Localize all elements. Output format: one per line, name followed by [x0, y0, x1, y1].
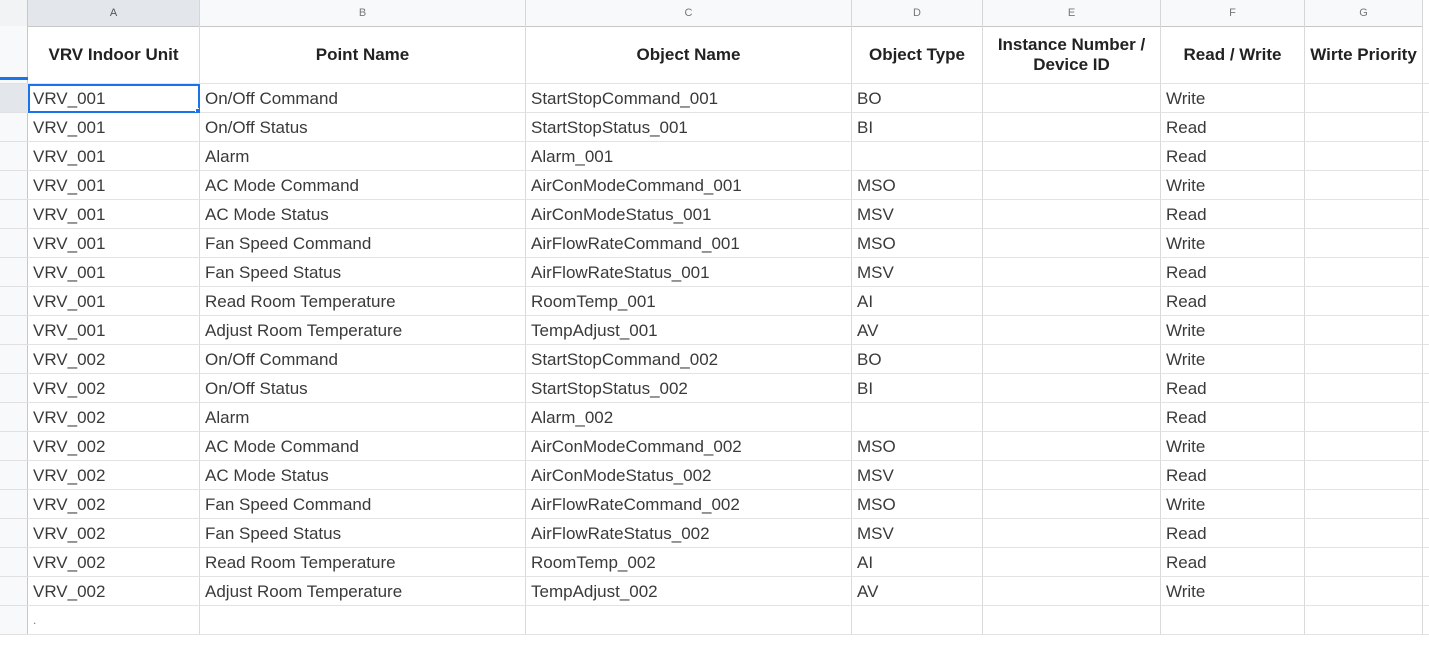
cell-vrv-indoor-unit[interactable]: VRV_001	[28, 316, 200, 345]
cell-write-priority[interactable]	[1305, 229, 1423, 258]
cell-point-name[interactable]: Fan Speed Command	[200, 229, 526, 258]
header-cell-object-name[interactable]	[526, 26, 852, 84]
cell-instance-number[interactable]	[983, 345, 1161, 374]
cell-instance-number[interactable]	[983, 171, 1161, 200]
cell-instance-number[interactable]	[983, 490, 1161, 519]
cell[interactable]	[1423, 258, 1429, 287]
cell-object-name[interactable]: Alarm_002	[526, 403, 852, 432]
cell-point-name[interactable]: Alarm	[200, 403, 526, 432]
cell-instance-number[interactable]	[983, 287, 1161, 316]
cell-point-name[interactable]: Alarm	[200, 142, 526, 171]
cell-point-name[interactable]: AC Mode Command	[200, 432, 526, 461]
cell[interactable]	[1423, 577, 1429, 606]
cell-write-priority[interactable]	[1305, 490, 1423, 519]
cell[interactable]	[1423, 287, 1429, 316]
cell-object-type[interactable]: MSV	[852, 519, 983, 548]
cell-object-name[interactable]: RoomTemp_002	[526, 548, 852, 577]
column-header-b[interactable]: B	[200, 0, 526, 26]
cell-object-type[interactable]: BO	[852, 84, 983, 113]
cell-vrv-indoor-unit[interactable]: VRV_001	[28, 171, 200, 200]
cell-read-write[interactable]: Write	[1161, 229, 1305, 258]
table-row	[28, 519, 1429, 548]
cell-read-write[interactable]: Read	[1161, 519, 1305, 548]
cell[interactable]	[1423, 142, 1429, 171]
cell-instance-number[interactable]	[983, 519, 1161, 548]
cell-vrv-indoor-unit[interactable]: VRV_001	[28, 258, 200, 287]
column-header-strip	[0, 0, 1423, 27]
cell-write-priority[interactable]	[1305, 519, 1423, 548]
cell-object-type[interactable]: AV	[852, 316, 983, 345]
cell-object-type[interactable]	[852, 142, 983, 171]
cell-object-name[interactable]: AirFlowRateCommand_002	[526, 490, 852, 519]
cell-vrv-indoor-unit[interactable]: VRV_001	[28, 287, 200, 316]
cell-object-type[interactable]: MSO	[852, 229, 983, 258]
cell-vrv-indoor-unit[interactable]: VRV_002	[28, 490, 200, 519]
cell-read-write[interactable]: Write	[1161, 171, 1305, 200]
cell-instance-number[interactable]	[983, 577, 1161, 606]
cell-object-type[interactable]: MSO	[852, 432, 983, 461]
cell-read-write[interactable]: Read	[1161, 258, 1305, 287]
cell-read-write[interactable]: Read	[1161, 200, 1305, 229]
row-number[interactable]	[0, 432, 28, 461]
cell-grid	[28, 26, 1429, 635]
header-label: Point Name	[315, 44, 410, 64]
cell-object-type[interactable]	[852, 606, 983, 635]
cell-read-write[interactable]: Read	[1161, 374, 1305, 403]
cell[interactable]	[1423, 432, 1429, 461]
cell-point-name[interactable]	[200, 606, 526, 635]
cell-point-name[interactable]: Fan Speed Command	[200, 490, 526, 519]
column-header-e[interactable]: E	[983, 0, 1161, 26]
row-number[interactable]	[0, 606, 28, 635]
cell-read-write[interactable]: Write	[1161, 490, 1305, 519]
cell-vrv-indoor-unit[interactable]: .	[28, 606, 200, 635]
row-number[interactable]	[0, 171, 28, 200]
cell-point-name[interactable]: Adjust Room Temperature	[200, 577, 526, 606]
cell-read-write[interactable]: Read	[1161, 461, 1305, 490]
cell-read-write[interactable]: Read	[1161, 403, 1305, 432]
cell-instance-number[interactable]	[983, 374, 1161, 403]
cell-object-name[interactable]	[526, 606, 852, 635]
frozen-row-marker	[0, 77, 28, 80]
table-row	[28, 142, 1429, 171]
cell-instance-number[interactable]	[983, 113, 1161, 142]
cell-write-priority[interactable]	[1305, 200, 1423, 229]
cell-object-type[interactable]: AV	[852, 577, 983, 606]
cell-write-priority[interactable]	[1305, 403, 1423, 432]
cell-object-name[interactable]: AirConModeCommand_002	[526, 432, 852, 461]
cell-read-write[interactable]: Write	[1161, 84, 1305, 113]
table-row	[28, 490, 1429, 519]
table-row	[28, 577, 1429, 606]
cell-instance-number[interactable]	[983, 403, 1161, 432]
cell-object-name[interactable]: AirFlowRateStatus_001	[526, 258, 852, 287]
table-row	[28, 432, 1429, 461]
row-number[interactable]	[0, 577, 28, 606]
cell-object-name[interactable]: AirConModeStatus_001	[526, 200, 852, 229]
row-number[interactable]	[0, 229, 28, 258]
cell-read-write[interactable]	[1161, 606, 1305, 635]
cell-object-type[interactable]: MSV	[852, 200, 983, 229]
cell-write-priority[interactable]	[1305, 316, 1423, 345]
cell-point-name[interactable]: Read Room Temperature	[200, 548, 526, 577]
row-number[interactable]	[0, 200, 28, 229]
cell-point-name[interactable]: On/Off Status	[200, 374, 526, 403]
cell-read-write[interactable]: Write	[1161, 432, 1305, 461]
cell-instance-number[interactable]	[983, 200, 1161, 229]
cell-object-name[interactable]: StartStopStatus_001	[526, 113, 852, 142]
cell-read-write[interactable]: Write	[1161, 345, 1305, 374]
cell-write-priority[interactable]	[1305, 548, 1423, 577]
cell-object-name[interactable]: AirConModeStatus_002	[526, 461, 852, 490]
row-number[interactable]	[0, 316, 28, 345]
row-number[interactable]	[0, 461, 28, 490]
column-header-c[interactable]: C	[526, 0, 852, 26]
header-cell-vrv-indoor-unit[interactable]	[28, 26, 200, 84]
cell-object-type[interactable]: MSO	[852, 490, 983, 519]
cell-instance-number[interactable]	[983, 432, 1161, 461]
cell-object-name[interactable]: TempAdjust_001	[526, 316, 852, 345]
header-label: Instance Number / Device ID	[997, 34, 1146, 74]
cell-instance-number[interactable]	[983, 84, 1161, 113]
cell-object-type[interactable]: MSV	[852, 461, 983, 490]
column-header-d[interactable]: D	[852, 0, 983, 26]
cell-object-name[interactable]: Alarm_001	[526, 142, 852, 171]
table-row	[28, 403, 1429, 432]
cell[interactable]	[1423, 606, 1429, 635]
cell-vrv-indoor-unit[interactable]: VRV_002	[28, 577, 200, 606]
cell[interactable]	[1423, 403, 1429, 432]
cell[interactable]	[1423, 461, 1429, 490]
cell-object-name[interactable]: AirFlowRateStatus_002	[526, 519, 852, 548]
cell-object-type[interactable]	[852, 403, 983, 432]
cell-object-type[interactable]: MSV	[852, 258, 983, 287]
cell-instance-number[interactable]	[983, 606, 1161, 635]
cell-point-name[interactable]: AC Mode Command	[200, 171, 526, 200]
cell-vrv-indoor-unit[interactable]: VRV_002	[28, 548, 200, 577]
cell-point-name[interactable]: Adjust Room Temperature	[200, 316, 526, 345]
cell-object-name[interactable]: RoomTemp_001	[526, 287, 852, 316]
table-row	[28, 171, 1429, 200]
row-number[interactable]	[0, 490, 28, 519]
header-cell-object-type[interactable]	[852, 26, 983, 84]
cell-object-type[interactable]: MSO	[852, 171, 983, 200]
header-label: Read / Write	[1183, 44, 1282, 64]
header-cell-instance-number[interactable]	[983, 26, 1161, 84]
cell[interactable]	[1423, 490, 1429, 519]
cell-instance-number[interactable]	[983, 461, 1161, 490]
header-row	[28, 26, 1429, 84]
row-number[interactable]	[0, 403, 28, 432]
cell-write-priority[interactable]	[1305, 345, 1423, 374]
table-row	[28, 606, 1429, 635]
table-row	[28, 374, 1429, 403]
header-label: VRV Indoor Unit	[48, 44, 179, 64]
cell-vrv-indoor-unit[interactable]: VRV_002	[28, 345, 200, 374]
cell-write-priority[interactable]	[1305, 258, 1423, 287]
row-number[interactable]	[0, 548, 28, 577]
cell-write-priority[interactable]	[1305, 287, 1423, 316]
cell-vrv-indoor-unit[interactable]: VRV_001	[28, 229, 200, 258]
cell[interactable]	[1423, 200, 1429, 229]
table-row	[28, 258, 1429, 287]
cell[interactable]	[1423, 345, 1429, 374]
cell-vrv-indoor-unit[interactable]: VRV_002	[28, 519, 200, 548]
cell-write-priority[interactable]	[1305, 142, 1423, 171]
cell-point-name[interactable]: AC Mode Status	[200, 461, 526, 490]
cell-read-write[interactable]: Read	[1161, 142, 1305, 171]
cell-write-priority[interactable]	[1305, 432, 1423, 461]
row-number[interactable]	[0, 258, 28, 287]
cell-object-name[interactable]: StartStopStatus_002	[526, 374, 852, 403]
row-number[interactable]	[0, 113, 28, 142]
row-number[interactable]	[0, 142, 28, 171]
cell-read-write[interactable]: Write	[1161, 316, 1305, 345]
header-cell-point-name[interactable]	[200, 26, 526, 84]
cell[interactable]	[1423, 374, 1429, 403]
select-all-corner[interactable]	[0, 0, 28, 26]
row-number-gutter	[0, 26, 28, 635]
cell-vrv-indoor-unit[interactable]: VRV_002	[28, 432, 200, 461]
column-header-a[interactable]: A	[28, 0, 200, 26]
cell-object-name[interactable]: AirFlowRateCommand_001	[526, 229, 852, 258]
cell-object-name[interactable]: StartStopCommand_001	[526, 84, 852, 113]
cell-point-name[interactable]: On/Off Command	[200, 345, 526, 374]
cell-vrv-indoor-unit[interactable]: VRV_002	[28, 374, 200, 403]
cell[interactable]	[1423, 84, 1429, 113]
cell-object-name[interactable]: AirConModeCommand_001	[526, 171, 852, 200]
cell-point-name[interactable]: On/Off Status	[200, 113, 526, 142]
table-row	[28, 84, 1429, 113]
row-number[interactable]	[0, 519, 28, 548]
cell-vrv-indoor-unit[interactable]: VRV_002	[28, 403, 200, 432]
cell-instance-number[interactable]	[983, 258, 1161, 287]
row-number[interactable]	[0, 345, 28, 374]
cell-read-write[interactable]: Write	[1161, 577, 1305, 606]
row-number-header[interactable]	[0, 26, 28, 84]
cell-write-priority[interactable]	[1305, 577, 1423, 606]
cell[interactable]	[1423, 113, 1429, 142]
cell-write-priority[interactable]	[1305, 84, 1423, 113]
row-number[interactable]	[0, 374, 28, 403]
header-label: Object Type	[868, 44, 966, 64]
table-row	[28, 316, 1429, 345]
cell-write-priority[interactable]	[1305, 171, 1423, 200]
table-row	[28, 548, 1429, 577]
row-number[interactable]	[0, 84, 28, 113]
cell-vrv-indoor-unit[interactable]: VRV_001	[28, 113, 200, 142]
cell-vrv-indoor-unit[interactable]: VRV_001	[28, 84, 200, 113]
cell[interactable]	[1423, 26, 1429, 84]
header-label: Object Name	[636, 44, 741, 64]
table-row	[28, 113, 1429, 142]
cell-object-type[interactable]: BI	[852, 113, 983, 142]
cell-read-write[interactable]: Read	[1161, 287, 1305, 316]
cell-vrv-indoor-unit[interactable]: VRV_001	[28, 200, 200, 229]
cell-object-name[interactable]: StartStopCommand_002	[526, 345, 852, 374]
row-number[interactable]	[0, 287, 28, 316]
cell[interactable]	[1423, 229, 1429, 258]
cell-vrv-indoor-unit[interactable]: VRV_001	[28, 142, 200, 171]
header-cell-read-write[interactable]	[1161, 26, 1305, 84]
table-row	[28, 461, 1429, 490]
cell-object-type[interactable]: AI	[852, 548, 983, 577]
cell-point-name[interactable]: AC Mode Status	[200, 200, 526, 229]
header-label: Wirte Priority	[1310, 44, 1417, 64]
cell-point-name[interactable]: On/Off Command	[200, 84, 526, 113]
header-cell-write-priority[interactable]	[1305, 26, 1423, 84]
cell-write-priority[interactable]	[1305, 461, 1423, 490]
cell[interactable]	[1423, 548, 1429, 577]
cell-object-type[interactable]: BI	[852, 374, 983, 403]
column-header-f[interactable]: F	[1161, 0, 1305, 26]
cell-vrv-indoor-unit[interactable]: VRV_002	[28, 461, 200, 490]
cell-point-name[interactable]: Fan Speed Status	[200, 258, 526, 287]
cell-object-type[interactable]: AI	[852, 287, 983, 316]
cell-instance-number[interactable]	[983, 548, 1161, 577]
table-row	[28, 287, 1429, 316]
cell-read-write[interactable]: Read	[1161, 113, 1305, 142]
cell-read-write[interactable]: Read	[1161, 548, 1305, 577]
cell-instance-number[interactable]	[983, 316, 1161, 345]
cell-object-name[interactable]: TempAdjust_002	[526, 577, 852, 606]
cell-write-priority[interactable]	[1305, 113, 1423, 142]
cell-write-priority[interactable]	[1305, 606, 1423, 635]
cell-point-name[interactable]: Fan Speed Status	[200, 519, 526, 548]
cell[interactable]	[1423, 316, 1429, 345]
cell-instance-number[interactable]	[983, 229, 1161, 258]
cell-object-type[interactable]: BO	[852, 345, 983, 374]
table-row	[28, 345, 1429, 374]
column-header-g[interactable]: G	[1305, 0, 1423, 26]
cell-instance-number[interactable]	[983, 142, 1161, 171]
cell-point-name[interactable]: Read Room Temperature	[200, 287, 526, 316]
cell[interactable]	[1423, 171, 1429, 200]
cell[interactable]	[1423, 519, 1429, 548]
cell-write-priority[interactable]	[1305, 374, 1423, 403]
table-row	[28, 200, 1429, 229]
table-row	[28, 229, 1429, 258]
